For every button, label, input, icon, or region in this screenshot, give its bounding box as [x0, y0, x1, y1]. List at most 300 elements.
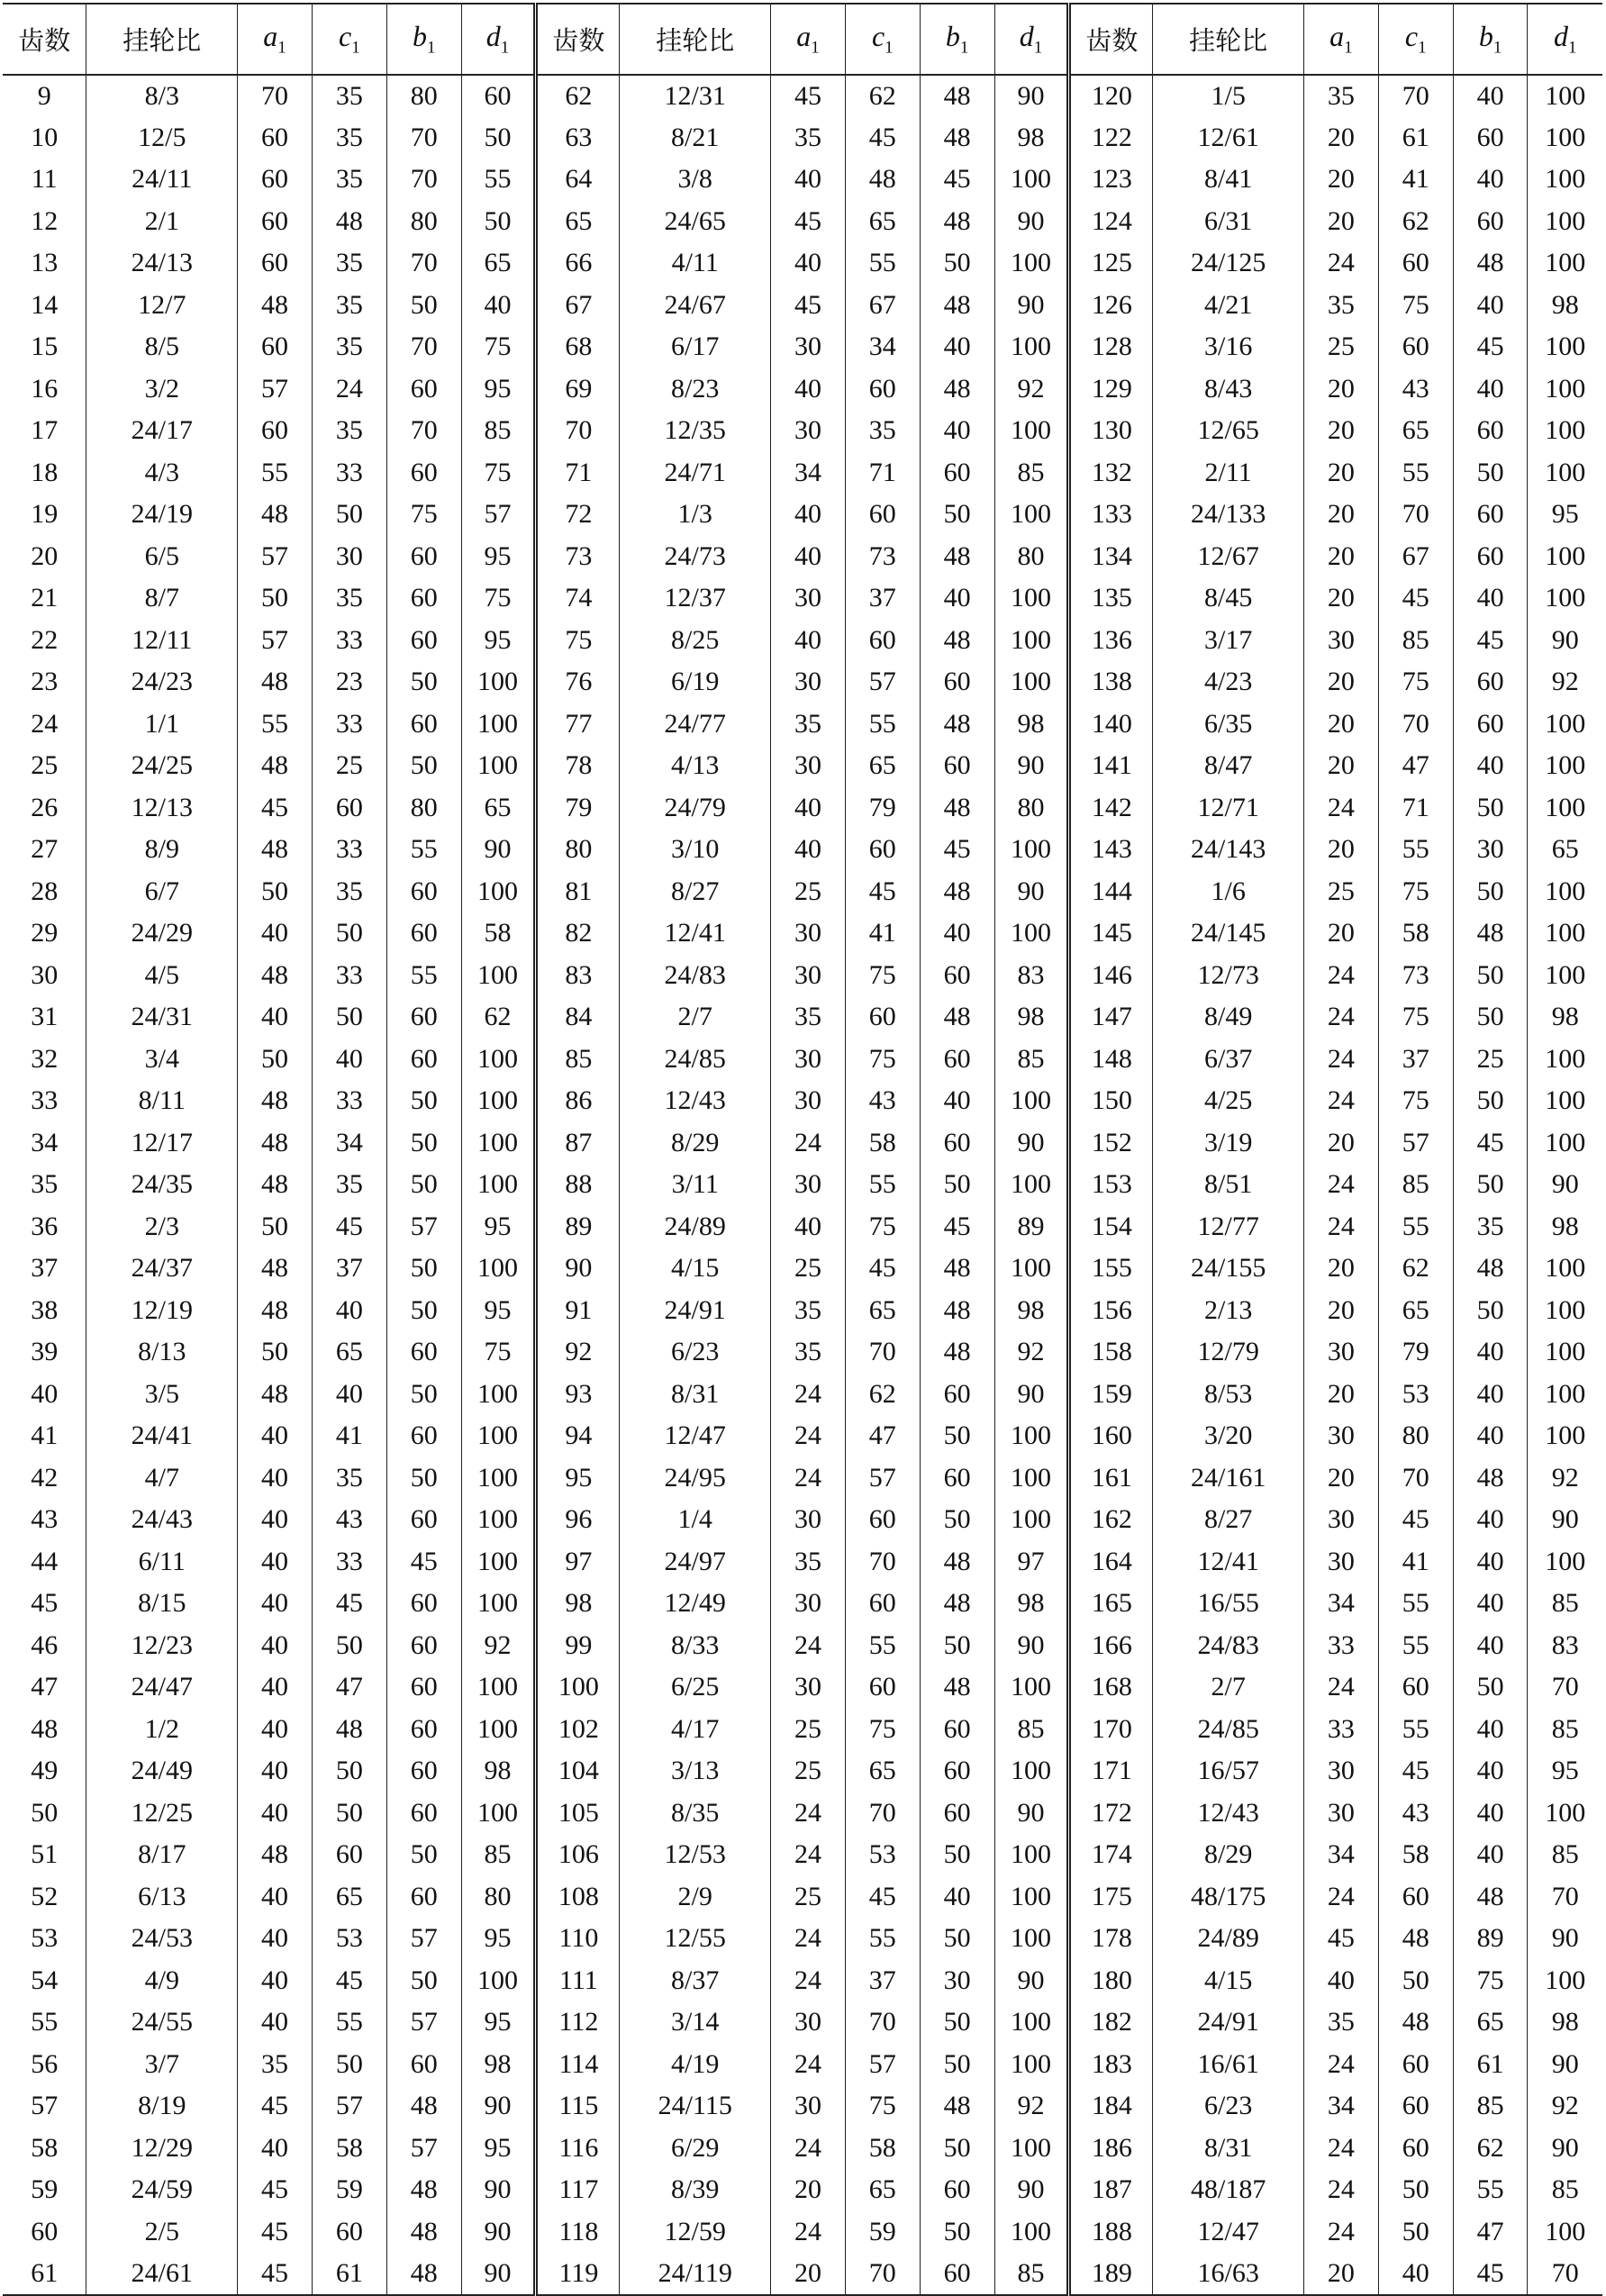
cell-d1: 95	[461, 1290, 536, 1332]
cell-a1: 20	[1304, 1457, 1379, 1500]
cell-teeth: 102	[536, 1709, 620, 1751]
cell-c1: 45	[312, 1960, 386, 2002]
cell-ratio: 24/37	[86, 1248, 238, 1290]
cell-teeth: 171	[1069, 1750, 1153, 1792]
cell-d1: 100	[1528, 1122, 1602, 1165]
cell-teeth: 36	[31, 1211, 59, 1241]
cell-d1: 100	[1528, 368, 1602, 411]
table-row	[3, 703, 1602, 746]
table-row	[3, 620, 1602, 662]
cell-d1: 95	[461, 1206, 536, 1248]
cell-teeth: 78	[536, 745, 620, 787]
cell-teeth: 123	[1069, 159, 1153, 201]
cell-teeth: 138	[1069, 661, 1153, 703]
cell-a1: 40	[238, 1792, 313, 1835]
cell-c1: 60	[1378, 326, 1453, 368]
cell-b1: 60	[386, 703, 461, 746]
cell-ratio: 4/11	[620, 242, 771, 285]
cell-teeth: 88	[536, 1164, 620, 1206]
cell-c1: 35	[312, 1457, 386, 1500]
cell-teeth: 44	[31, 1546, 59, 1576]
cell-teeth: 66	[536, 242, 620, 285]
cell-b1: 55	[386, 829, 461, 871]
cell-ratio: 24/83	[1153, 1625, 1304, 1667]
cell-d1: 90	[1528, 1918, 1602, 1960]
cell-c1: 60	[845, 996, 920, 1039]
cell-ratio: 16/63	[1153, 2253, 1304, 2295]
cell-ratio: 3/8	[620, 159, 771, 201]
cell-teeth: 43	[31, 1504, 59, 1535]
cell-a1: 24	[1304, 2044, 1379, 2086]
cell-teeth: 124	[1069, 201, 1153, 243]
cell-teeth: 83	[536, 955, 620, 997]
cell-a1: 20	[1304, 661, 1379, 703]
cell-a1: 20	[1304, 1374, 1379, 1416]
cell-b1: 48	[1453, 1248, 1528, 1290]
cell-b1: 40	[920, 410, 994, 452]
cell-ratio: 24/95	[620, 1457, 771, 1500]
header-var-letter: c	[1404, 20, 1419, 53]
cell-b1: 48	[920, 117, 994, 159]
cell-b1: 45	[1453, 620, 1528, 662]
cell-b1: 60	[1453, 536, 1528, 578]
cell-c1: 37	[845, 577, 920, 620]
header-c1-g1	[312, 4, 386, 75]
cell-b1: 40	[1453, 368, 1528, 411]
cell-teeth: 22	[31, 624, 59, 655]
cell-d1: 100	[461, 1666, 536, 1709]
cell-b1: 60	[386, 1625, 461, 1667]
cell-teeth: 182	[1069, 2001, 1153, 2044]
cell-b1: 60	[920, 2253, 994, 2295]
cell-d1: 100	[1528, 577, 1602, 620]
header-var-letter: d	[1553, 20, 1568, 53]
cell-ratio: 8/21	[620, 117, 771, 159]
cell-teeth: 128	[1069, 326, 1153, 368]
table-row	[3, 787, 1602, 830]
cell-ratio: 24/65	[620, 201, 771, 243]
cell-d1: 100	[461, 1164, 536, 1206]
cell-a1: 48	[238, 1374, 313, 1416]
cell-a1: 48	[238, 1164, 313, 1206]
cell-d1: 95	[461, 2128, 536, 2170]
cell-a1: 70	[238, 75, 313, 117]
cell-ratio: 3/14	[620, 2001, 771, 2044]
cell-teeth: 141	[1069, 745, 1153, 787]
cell-c1: 41	[312, 1415, 386, 1457]
cell-a1: 20	[1304, 159, 1379, 201]
cell-b1: 60	[386, 2044, 461, 2086]
cell-c1: 35	[312, 117, 386, 159]
cell-teeth: 178	[1069, 1918, 1153, 1960]
cell-c1: 25	[312, 745, 386, 787]
cell-teeth: 106	[536, 1834, 620, 1876]
header-a1-g1	[238, 4, 313, 75]
table-row	[3, 326, 1602, 368]
cell-a1: 30	[771, 1080, 846, 1122]
table-row	[3, 1792, 1602, 1835]
table-row	[3, 1960, 1602, 2002]
cell-c1: 60	[1378, 2085, 1453, 2128]
cell-b1: 48	[920, 1248, 994, 1290]
cell-c1: 37	[845, 1960, 920, 2002]
cell-a1: 24	[1304, 2169, 1379, 2211]
cell-d1: 75	[461, 577, 536, 620]
cell-teeth: 158	[1069, 1331, 1153, 1374]
cell-a1: 45	[238, 2169, 313, 2211]
cell-c1: 47	[845, 1415, 920, 1457]
cell-teeth: 152	[1069, 1122, 1153, 1165]
cell-d1: 70	[1528, 1666, 1602, 1709]
cell-b1: 45	[920, 1206, 994, 1248]
cell-ratio: 4/15	[1153, 1960, 1304, 2002]
cell-teeth: 10	[31, 122, 59, 152]
cell-a1: 24	[771, 1415, 846, 1457]
cell-d1: 100	[1528, 242, 1602, 285]
cell-c1: 50	[1378, 1960, 1453, 2002]
table-header	[3, 4, 1602, 75]
cell-a1: 34	[1304, 2085, 1379, 2128]
cell-d1: 90	[1528, 1164, 1602, 1206]
cell-teeth: 42	[31, 1462, 59, 1493]
cell-b1: 50	[920, 1415, 994, 1457]
cell-c1: 45	[845, 117, 920, 159]
header-var-letter: b	[945, 20, 960, 53]
cell-a1: 34	[1304, 1834, 1379, 1876]
cell-b1: 60	[386, 452, 461, 495]
cell-teeth: 9	[37, 80, 51, 111]
cell-b1: 65	[1453, 2001, 1528, 2044]
cell-d1: 85	[994, 2253, 1069, 2295]
cell-teeth: 48	[31, 1713, 59, 1744]
cell-c1: 62	[1378, 201, 1453, 243]
cell-d1: 98	[994, 996, 1069, 1039]
cell-a1: 34	[1304, 1583, 1379, 1625]
cell-a1: 57	[238, 620, 313, 662]
cell-b1: 75	[386, 494, 461, 536]
cell-a1: 48	[238, 829, 313, 871]
cell-c1: 37	[312, 1248, 386, 1290]
cell-d1: 90	[1528, 2044, 1602, 2086]
cell-a1: 25	[771, 1709, 846, 1751]
cell-b1: 48	[386, 2085, 461, 2128]
cell-ratio: 8/53	[1153, 1374, 1304, 1416]
cell-c1: 48	[1378, 1918, 1453, 1960]
cell-d1: 100	[994, 1876, 1069, 1919]
cell-c1: 45	[312, 1206, 386, 1248]
cell-c1: 60	[845, 829, 920, 871]
cell-b1: 60	[1453, 410, 1528, 452]
table-row	[3, 494, 1602, 536]
cell-c1: 41	[845, 912, 920, 955]
cell-teeth: 76	[536, 661, 620, 703]
cell-b1: 48	[920, 787, 994, 830]
cell-b1: 50	[920, 1164, 994, 1206]
cell-d1: 70	[1528, 1876, 1602, 1919]
cell-ratio: 24/89	[1153, 1918, 1304, 1960]
cell-teeth: 168	[1069, 1666, 1153, 1709]
cell-a1: 30	[1304, 1415, 1379, 1457]
cell-b1: 89	[1453, 1918, 1528, 1960]
cell-teeth: 38	[31, 1294, 59, 1325]
cell-a1: 30	[771, 745, 846, 787]
cell-teeth: 69	[536, 368, 620, 411]
cell-b1: 40	[1453, 1499, 1528, 1541]
cell-teeth: 122	[1069, 117, 1153, 159]
cell-c1: 50	[312, 996, 386, 1039]
cell-teeth: 133	[1069, 494, 1153, 536]
cell-a1: 24	[771, 1122, 846, 1165]
cell-b1: 57	[386, 2128, 461, 2170]
cell-a1: 40	[238, 1666, 313, 1709]
cell-ratio: 24/41	[86, 1415, 238, 1457]
table-row	[3, 2085, 1602, 2128]
cell-b1: 45	[920, 159, 994, 201]
cell-c1: 43	[312, 1499, 386, 1541]
cell-c1: 60	[845, 1499, 920, 1541]
cell-d1: 100	[994, 2001, 1069, 2044]
cell-d1: 85	[461, 1834, 536, 1876]
cell-c1: 50	[1378, 2211, 1453, 2254]
cell-b1: 60	[920, 1039, 994, 1081]
cell-c1: 53	[845, 1834, 920, 1876]
cell-ratio: 24/17	[86, 410, 238, 452]
cell-ratio: 12/43	[1153, 1792, 1304, 1835]
cell-ratio: 3/11	[620, 1164, 771, 1206]
cell-b1: 50	[920, 1918, 994, 1960]
cell-ratio: 24/19	[86, 494, 238, 536]
cell-c1: 65	[845, 1750, 920, 1792]
cell-a1: 24	[771, 1374, 846, 1416]
header-b1-g2	[920, 4, 994, 75]
table-row	[3, 661, 1602, 703]
cell-teeth: 62	[536, 75, 620, 117]
cell-c1: 50	[312, 1792, 386, 1835]
cell-a1: 40	[238, 1499, 313, 1541]
cell-teeth: 161	[1069, 1457, 1153, 1500]
cell-teeth: 115	[536, 2085, 620, 2128]
cell-teeth: 160	[1069, 1415, 1153, 1457]
cell-c1: 70	[845, 1331, 920, 1374]
cell-d1: 100	[994, 1415, 1069, 1457]
cell-teeth: 183	[1069, 2044, 1153, 2086]
cell-a1: 48	[238, 494, 313, 536]
cell-b1: 45	[386, 1541, 461, 1584]
cell-d1: 100	[1528, 117, 1602, 159]
cell-d1: 85	[994, 1709, 1069, 1751]
cell-ratio: 8/49	[1153, 996, 1304, 1039]
cell-teeth: 120	[1069, 75, 1153, 117]
cell-ratio: 8/27	[620, 871, 771, 913]
cell-a1: 24	[1304, 1080, 1379, 1122]
cell-b1: 50	[386, 1290, 461, 1332]
cell-d1: 98	[1528, 285, 1602, 327]
cell-ratio: 12/25	[86, 1792, 238, 1835]
cell-a1: 25	[1304, 326, 1379, 368]
cell-teeth: 68	[536, 326, 620, 368]
cell-b1: 40	[1453, 1834, 1528, 1876]
cell-teeth: 116	[536, 2128, 620, 2170]
cell-d1: 100	[1528, 787, 1602, 830]
cell-teeth: 188	[1069, 2211, 1153, 2254]
cell-ratio: 4/5	[86, 955, 238, 997]
cell-b1: 60	[920, 661, 994, 703]
cell-d1: 100	[1528, 201, 1602, 243]
cell-d1: 65	[461, 787, 536, 830]
cell-ratio: 4/15	[620, 1248, 771, 1290]
cell-ratio: 24/83	[620, 955, 771, 997]
cell-teeth: 23	[31, 667, 59, 697]
cell-c1: 35	[312, 1164, 386, 1206]
cell-a1: 30	[771, 1499, 846, 1541]
cell-teeth: 108	[536, 1876, 620, 1919]
cell-a1: 20	[1304, 201, 1379, 243]
cell-a1: 24	[1304, 1876, 1379, 1919]
table-row	[3, 536, 1602, 578]
cell-teeth: 99	[536, 1625, 620, 1667]
cell-c1: 55	[845, 703, 920, 746]
table-row	[3, 2001, 1602, 2044]
table-row	[3, 1457, 1602, 1500]
cell-d1: 90	[461, 829, 536, 871]
cell-b1: 40	[1453, 159, 1528, 201]
cell-d1: 75	[461, 452, 536, 495]
gear-ratio-table	[3, 3, 1602, 2296]
cell-b1: 40	[1453, 75, 1528, 117]
cell-d1: 100	[461, 1499, 536, 1541]
cell-teeth: 94	[536, 1415, 620, 1457]
cell-d1: 100	[461, 1415, 536, 1457]
cell-c1: 50	[312, 494, 386, 536]
cell-teeth: 29	[31, 918, 59, 948]
cell-b1: 40	[920, 1876, 994, 1919]
table-row	[3, 2044, 1602, 2086]
cell-ratio: 12/67	[1153, 536, 1304, 578]
cell-a1: 30	[771, 955, 846, 997]
cell-c1: 55	[1378, 452, 1453, 495]
cell-a1: 45	[238, 2085, 313, 2128]
cell-b1: 48	[1453, 912, 1528, 955]
cell-a1: 45	[1304, 1918, 1379, 1960]
cell-a1: 35	[771, 703, 846, 746]
cell-teeth: 46	[31, 1629, 59, 1660]
table-row	[3, 1206, 1602, 1248]
cell-d1: 62	[461, 996, 536, 1039]
cell-ratio: 8/19	[86, 2085, 238, 2128]
cell-a1: 20	[1304, 912, 1379, 955]
cell-a1: 24	[1304, 1039, 1379, 1081]
header-var-letter: b	[1478, 20, 1493, 53]
cell-c1: 37	[1378, 1039, 1453, 1081]
cell-d1: 92	[1528, 1457, 1602, 1500]
cell-a1: 30	[771, 1666, 846, 1709]
cell-ratio: 24/115	[620, 2085, 771, 2128]
cell-a1: 30	[1304, 1541, 1379, 1584]
cell-c1: 70	[1378, 703, 1453, 746]
cell-d1: 90	[1528, 2128, 1602, 2170]
cell-a1: 40	[771, 242, 846, 285]
cell-b1: 80	[386, 75, 461, 117]
cell-d1: 100	[994, 912, 1069, 955]
cell-a1: 40	[771, 159, 846, 201]
cell-a1: 30	[771, 2001, 846, 2044]
cell-d1: 50	[461, 117, 536, 159]
cell-a1: 50	[238, 577, 313, 620]
cell-teeth: 41	[31, 1420, 59, 1451]
cell-a1: 35	[771, 117, 846, 159]
cell-c1: 60	[845, 494, 920, 536]
cell-a1: 45	[771, 75, 846, 117]
cell-a1: 20	[1304, 452, 1379, 495]
header-var-subscript: 1	[1344, 38, 1353, 58]
cell-a1: 24	[1304, 1206, 1379, 1248]
cell-d1: 100	[994, 2211, 1069, 2254]
table-row	[3, 996, 1602, 1039]
cell-b1: 48	[386, 2253, 461, 2295]
cell-a1: 60	[238, 159, 313, 201]
cell-ratio: 8/45	[1153, 577, 1304, 620]
table-row	[3, 242, 1602, 285]
cell-b1: 48	[920, 201, 994, 243]
cell-d1: 95	[461, 1918, 536, 1960]
cell-c1: 75	[1378, 1080, 1453, 1122]
cell-a1: 48	[238, 1080, 313, 1122]
cell-b1: 40	[1453, 1541, 1528, 1584]
cell-c1: 23	[312, 661, 386, 703]
cell-b1: 57	[386, 2001, 461, 2044]
cell-ratio: 24/89	[620, 1206, 771, 1248]
cell-a1: 20	[1304, 494, 1379, 536]
cell-a1: 40	[771, 368, 846, 411]
cell-d1: 75	[461, 1331, 536, 1374]
cell-b1: 50	[1453, 955, 1528, 997]
cell-b1: 50	[386, 1457, 461, 1500]
cell-d1: 100	[1528, 536, 1602, 578]
table-row	[3, 1666, 1602, 1709]
cell-teeth: 15	[31, 331, 59, 362]
cell-ratio: 12/59	[620, 2211, 771, 2254]
cell-d1: 100	[461, 1122, 536, 1165]
cell-b1: 40	[1453, 1792, 1528, 1835]
cell-ratio: 16/57	[1153, 1750, 1304, 1792]
cell-c1: 65	[845, 201, 920, 243]
cell-a1: 40	[238, 1960, 313, 2002]
cell-b1: 50	[386, 1374, 461, 1416]
cell-ratio: 8/27	[1153, 1499, 1304, 1541]
cell-ratio: 8/47	[1153, 745, 1304, 787]
cell-d1: 100	[994, 577, 1069, 620]
cell-a1: 48	[238, 285, 313, 327]
cell-b1: 60	[386, 577, 461, 620]
cell-c1: 35	[312, 577, 386, 620]
cell-b1: 25	[1453, 1039, 1528, 1081]
table-row	[3, 1331, 1602, 1374]
cell-a1: 40	[1304, 1960, 1379, 2002]
cell-a1: 40	[238, 2001, 313, 2044]
cell-c1: 57	[845, 2044, 920, 2086]
cell-d1: 100	[994, 410, 1069, 452]
cell-b1: 50	[920, 2001, 994, 2044]
cell-ratio: 12/13	[86, 787, 238, 830]
cell-b1: 50	[1453, 1080, 1528, 1122]
cell-ratio: 12/61	[1153, 117, 1304, 159]
header-var-subscript: 1	[811, 38, 820, 58]
cell-ratio: 1/5	[1153, 75, 1304, 117]
cell-b1: 40	[1453, 1583, 1528, 1625]
cell-a1: 20	[1304, 703, 1379, 746]
cell-d1: 100	[1528, 871, 1602, 913]
cell-a1: 40	[771, 536, 846, 578]
